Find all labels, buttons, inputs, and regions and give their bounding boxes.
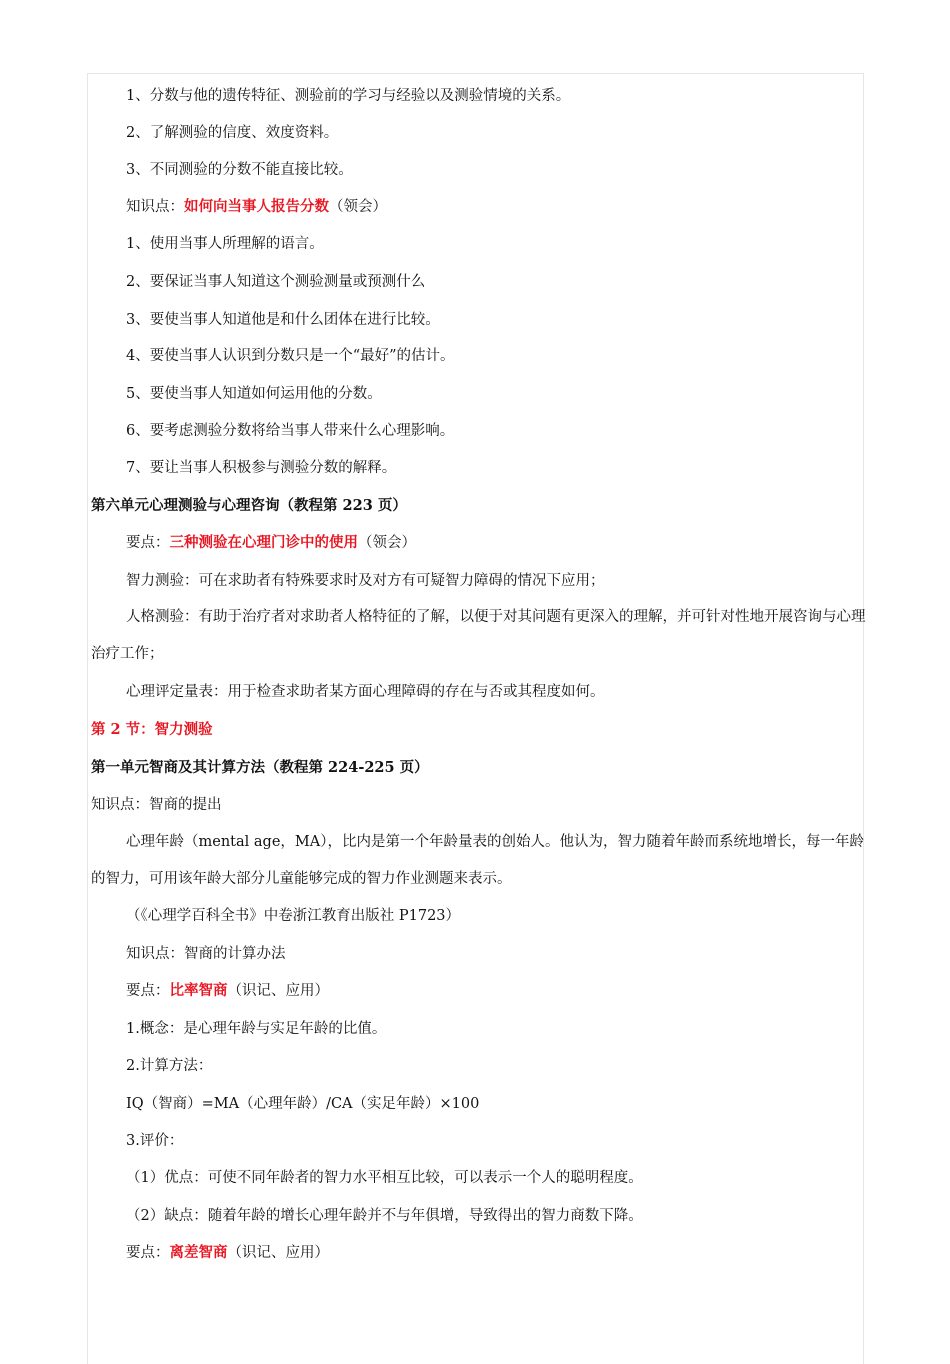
highlight-text: 比率智商	[169, 982, 228, 999]
highlight-text: 离差智商	[169, 1244, 228, 1261]
list-item: 2、要保证当事人知道这个测验测量或预测什么	[126, 274, 426, 290]
list-item: 3.评价：	[126, 1133, 184, 1149]
text-line: 3、不同测验的分数不能直接比较。	[126, 162, 353, 178]
list-item: 1、使用当事人所理解的语言。	[126, 236, 324, 252]
key-point	[126, 1243, 329, 1263]
label-prefix: 要点：	[126, 535, 170, 551]
text-line: 心理评定量表：用于检查求助者某方面心理障碍的存在与否或其程度如何。	[126, 684, 605, 700]
list-item: 3、要使当事人知道他是和什么团体在进行比较。	[126, 312, 440, 328]
section-heading: 第 2 节：智力测验	[91, 721, 213, 738]
label-prefix: 要点：	[126, 983, 170, 999]
key-point	[126, 533, 416, 553]
list-item: 7、要让当事人积极参与测验分数的解释。	[126, 460, 397, 476]
list-item: （1）优点：可使不同年龄者的智力水平相互比较，可以表示一个人的聪明程度。	[126, 1170, 643, 1186]
knowledge-point: 知识点：智商的提出	[91, 797, 222, 813]
paragraph: 人格测验：有助于治疗者对求助者人格特征的了解，以便于对其问题有更深入的理解，并可针对性地开展咨询与心理治疗工作；	[91, 609, 866, 662]
citation: （《心理学百科全书》中卷浙江教育出版社 P1723）	[126, 908, 461, 924]
label-suffix: （识记、应用）	[227, 983, 329, 999]
key-point	[126, 981, 329, 1001]
knowledge-point	[126, 197, 387, 217]
paragraph: 心理年龄（mental age，MA），比内是第一个年龄量表的创始人。他认为，智力随着年龄而系统地增长，每一年龄的智力，可用该年龄大部分儿童能够完成的智力作业测题来表示。	[91, 834, 864, 887]
knowledge-point: 知识点：智商的计算办法	[126, 946, 286, 962]
label-suffix: （识记、应用）	[227, 1245, 329, 1261]
label-prefix: 要点：	[126, 1245, 170, 1261]
text-line: 1、分数与他的遗传特征、测验前的学习与经验以及测验情境的关系。	[126, 88, 571, 104]
list-item: 1.概念：是心理年龄与实足年龄的比值。	[126, 1021, 387, 1037]
text-line: 2、了解测验的信度、效度资料。	[126, 125, 339, 141]
list-item: 4、要使当事人认识到分数只是一个“最好”的估计。	[126, 348, 455, 364]
label-prefix: 知识点：	[126, 199, 184, 215]
unit-heading: 第六单元心理测验与心理咨询（教程第 223 页）	[91, 497, 407, 514]
highlight-text: 如何向当事人报告分数	[184, 198, 329, 215]
formula: IQ（智商）=MA（心理年龄）/CA（实足年龄）×100	[126, 1096, 480, 1112]
highlight-text: 三种测验在心理门诊中的使用	[169, 534, 358, 551]
unit-heading: 第一单元智商及其计算方法（教程第 224-225 页）	[91, 759, 429, 776]
list-item: 6、要考虑测验分数将给当事人带来什么心理影响。	[126, 423, 455, 439]
list-item: 2.计算方法：	[126, 1058, 213, 1074]
label-suffix: （领会）	[329, 199, 387, 215]
list-item: 5、要使当事人知道如何运用他的分数。	[126, 386, 382, 402]
list-item: （2）缺点：随着年龄的增长心理年龄并不与年俱增，导致得出的智力商数下降。	[126, 1208, 643, 1224]
label-suffix: （领会）	[358, 535, 416, 551]
text-line: 智力测验：可在求助者有特殊要求时及对方有可疑智力障碍的情况下应用；	[126, 573, 605, 589]
